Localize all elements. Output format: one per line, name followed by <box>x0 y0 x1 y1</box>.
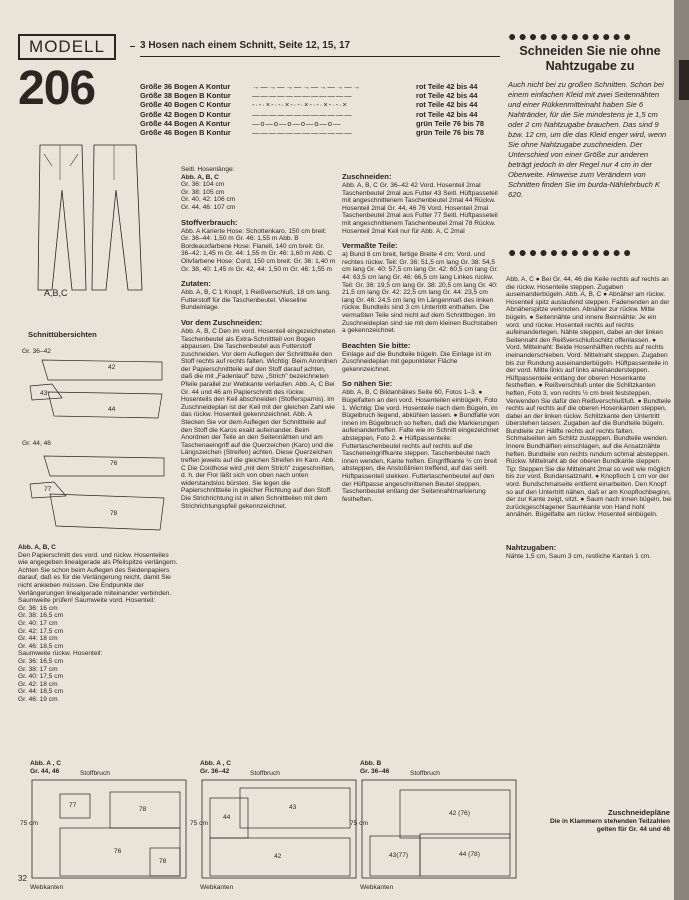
left-heading: Abb. A, B, C <box>18 544 56 551</box>
size-legend <box>140 82 500 137</box>
hem-width-row: Gr. 38: 17 cm <box>18 665 58 673</box>
size-row <box>140 110 500 119</box>
part-42: 42 <box>108 364 116 371</box>
plan-part-number: 42 (76) <box>449 810 470 817</box>
title-rule <box>140 56 500 57</box>
length-row: Gr. 38: 105 cm <box>181 188 225 196</box>
size-row <box>140 91 500 100</box>
size-line: -·-·×-·-·×-·-·×-·-·×-·-·× <box>252 100 348 110</box>
plans-heading: Zuschneidepläne <box>607 808 670 817</box>
column-2 <box>181 166 337 510</box>
zuschneiden-heading: Zuschneiden: <box>342 172 392 181</box>
left-body: Den Papierschnitt des vord. und rückw. Hosenteiles wie angegeben linealgerade als Pfeilspitze verlängern. Achten Sie schon beim Auflegen des Seidenpapiers darauf, daß es für die Verlängerung reicht, damit Sie nicht ankleben müssen. Die Endpunkte der Verlängerungen linealgerade miteinander verbinden. Saumweite prüfen! Saumweite vord. Hosenteil: <box>18 551 178 605</box>
length-list <box>181 181 337 211</box>
overview-size-2: Gr. 44, 46 <box>22 440 51 447</box>
plan-selvage: Webkanten <box>360 884 394 891</box>
hem-width-row: Gr. 42: 18 cm <box>18 680 58 688</box>
plan-abb: Abb. A , C <box>200 760 232 767</box>
size-label: Größe 44 Bogen A Kontur <box>140 118 231 128</box>
naehen-heading: So nähen Sie: <box>342 379 393 389</box>
size-row <box>140 128 500 137</box>
sewing-steps <box>506 276 672 561</box>
plan-part-number: 78 <box>139 806 147 813</box>
length-intro: Seitl. Hosenlänge: <box>181 166 235 173</box>
beachten-heading: Beachten Sie bitte: <box>342 340 411 350</box>
zutaten-heading: Zutaten: <box>181 279 211 289</box>
model-number: 206 <box>18 62 96 115</box>
size-row <box>140 119 500 128</box>
nahtzugaben-text: Nähte 1,5 cm, Saum 3 cm, restliche Kanten 1 cm. <box>506 553 652 560</box>
overview-size-1: Gr. 36–42 <box>22 348 51 355</box>
size-parts: rot Teile 42 bis 44 <box>416 109 478 119</box>
figure-label: A,B,C <box>44 288 68 298</box>
left-column-text <box>18 544 178 703</box>
plan-fold: Stoffbruch <box>80 770 110 777</box>
size-label: Größe 36 Bogen A Kontur <box>140 82 231 91</box>
nahtzugaben-heading: Nahtzugaben: <box>506 543 557 552</box>
overview-heading: Schnittübersichten <box>28 330 97 339</box>
size-parts: grün Teile 76 bis 78 <box>416 128 485 138</box>
plan-width: 75 cm <box>20 820 38 827</box>
part-44: 44 <box>108 406 116 413</box>
hem-width-row: Gr. 40: 17 cm <box>18 619 58 627</box>
size-label: Größe 40 Bogen C Kontur <box>140 100 231 110</box>
plan-part-number: 43 <box>289 804 297 811</box>
page-edge-mark <box>679 60 689 100</box>
plan-selvage: Webkanten <box>200 884 234 891</box>
hem-width-row: Gr. 40: 17,5 cm <box>18 673 64 681</box>
size-line: —o—o—o—o—o—o— <box>252 118 342 128</box>
hem-width-row: Gr. 36: 16 cm <box>18 604 58 612</box>
vermasste-heading: Vermaßte Teile: <box>342 241 398 251</box>
plan-size: Gr. 36–46 <box>360 768 390 775</box>
plan-part-number: 43(77) <box>389 852 409 859</box>
beachten-text: Einlage auf die Bundteile bügeln. Die Einlage ist im Zuschneideplan mit gepunkteter Fläche gekennzeichnet. <box>342 350 492 373</box>
tip-title: Schneiden Sie nie ohne Nahtzugabe zu <box>519 44 661 73</box>
size-parts: rot Teile 42 bis 44 <box>416 82 478 91</box>
size-line: ———————————— <box>252 109 353 119</box>
plans-text: Die in Klammern stehenden Teilzahlen gelten für Gr. 44 und 46 <box>549 818 670 833</box>
plan-part-number: 78 <box>159 858 167 865</box>
hem-width-row: Gr. 36: 16,5 cm <box>18 657 64 665</box>
part-43: 43 <box>40 390 48 397</box>
bullet-row-top: ●●●●●●●●●●●● <box>508 28 634 44</box>
cutting-plan-diagram <box>360 778 520 882</box>
zuschneiden-text: Abb. A, B, C Gr. 36–42 42 Vord. Hosenteil 2mal Taschenbeutel 2mal aus Futter 43 Seitl. Hüftpasseteil mit angeschnittenem Taschenbeutel 2mal 44 Rückw. Hosenteil 2mal Gr. 44, 46 76 Vord. Hosenteil 2mal Taschenbeutel 2mal aus Futter 77 Seitl. Hüftpasseteil mit angeschnittenem Taschenbeutel 2mal 78 Rückw. Hosenteil 2mal Keil nur für Abb. A, C 2mal <box>342 182 498 235</box>
hem-width-row: Gr. 42: 17,5 cm <box>18 627 64 635</box>
length-row: Gr. 36: 104 cm <box>181 181 225 189</box>
size-row <box>140 82 500 91</box>
left-mid: Saumweite rückw. Hosenteil: <box>18 650 103 658</box>
size-line: ———————————— <box>252 91 353 101</box>
bullet-row-bottom: ●●●●●●●●●●●● <box>508 244 634 260</box>
hem-width-front-list <box>18 605 178 651</box>
hem-width-row: Gr. 46: 19 cm <box>18 695 58 703</box>
length-row: Gr. 40, 42: 106 cm <box>181 196 236 204</box>
plan-width: 75 cm <box>190 820 208 827</box>
vor-heading: Vor dem Zuschneiden: <box>181 317 263 327</box>
vor-text: Abb. A, B, C Den im vord. Hosenteil eingezeichneten Taschenbeutel als Extra-Schnittteil von Bogen abpausen. Die Taschenbeutel aus Futterstoff zuschneiden. Vor dem Auflegen der Schnittteile den Stoff rechts auf rechts falten. Wichtig: Beim Anordnen der Papierschnittteile auf den Stoff darauf achten, daß die mit „Fadenlauf" bzw. „Strich" bezeichneten Pfeile parallel zur Webkante verlaufen. Abb. A, C Bei Gr. 44 und 46 am Papierschnitt des rückw. Hosenteils den Keil abschneiden (Stoffersparnis). Im Zuschneideplan ist der Keil mit der gleichen Zahl wie das rückw. Hosenteil gekennzeichnet. Abb. A Stecken Sie vor dem Auflegen der Schnittteile auf den Stoff die Karos exakt aufeinander. Beim Anordnen der Teile an den Seitennähten und am Taschenaeingriff auf die Querzeichen (Karo) und die Längszeichen (Streifen) achten. Diese Querzeichen treffen jeweils auf die gleichen Streifen im Karo. Abb. C Die Cordhose wird „mit dem Strich" zugeschnitten, d. h. der Flor läßt sich von oben nach unten widerstandslos bürsten. Sie legen die Papierschnittteile in gleicher Richtung auf den Stoff. Die Strichrichtung ist in allen Schnittteilen mit dem Strichrichtungspfeil gekennzeichnet. <box>181 327 338 510</box>
plan-part-number: 77 <box>69 802 77 809</box>
column-3 <box>342 172 500 503</box>
plan-fold: Stoffbruch <box>410 770 440 777</box>
sewing-steps-text: Abb. A, C ● Bei Gr. 44, 46 die Keile rechts auf rechts an die rückw. Hosenteile steppen. Zugaben auseinanderbügeln. Abb. A, B, C ● Abnäher am rückw. Hosenteil spitz auslaufend steppen. Fadenenden an der Abnäherspitze verknoten. Abnäher zur rückw. Mitte bügeln. ● Seitennähte und innere Beinnähte: Je ein vord. und rückw. Hosenteil rechts auf rechts aufeinanderlegen. Nähte steppen, dabei an der linken Seitennaht den Reißverschlußschlitz offenlassen. ● Vord. Mittelnaht: Beide Hosenhälften rechts auf rechts ineinanderschieben. Vord. Mittelnaht steppen. Zugaben bis zur Rundung auseinanderbügeln. Hüftpassenteile in der vord. Mitte links auf links aneinandersteppen. Hüftpassenteile entlang der oberen Hosenkante festheften. ● Reißverschluß unter die Schlitzkanten heften, Foto 3, von rechts ½ cm breit feststeppen. Verwenden Sie dafür den Reißverschlußfuß. ● Bundteile rechts auf rechts auf die oberen Hosenkanten steppen, dabei an der linken rückw. Schlitzkante den Untertritt überstehen lassen. Zugaben auf die Bundteile bügeln. Bundteile zur Hälfte rechts auf rechts falten. Schmalseiten am Schlitz zusteppen. Bundteile wenden. Innere Bundhälften einschlagen, auf die Ansatznähte heften. Bundteile von rechts rundum schmal absteppen. Rückw. Mittelnaht ab der oberen Bundkante steppen. Tip: Steppen Sie die Mittelnaht 2mal so weit wie möglich bis zur vord. Bundansatznaht. ● Knopfloch 1 cm vor der vord. Bundschmalseite entfernt einarbeiten. Den Knopf so auf den Untertritt nähen, daß er am Knopflochbeginn, der zur Kante zeigt, sitzt. ● Saum nach innen bügeln, bei zurückgeschlagener Saumkante von Hand hohl annähen. Bügelfalte am rückw. Hosenteil einbügeln. <box>506 276 672 519</box>
part-78: 78 <box>110 510 118 517</box>
size-label: Größe 46 Bogen B Kontur <box>140 128 231 138</box>
size-line: ———————————— <box>252 128 353 138</box>
part-77: 77 <box>44 486 52 493</box>
hem-width-row: Gr. 44: 18,5 cm <box>18 688 64 696</box>
plan-part-number: 42 <box>274 853 282 860</box>
plan-size: Gr. 44, 46 <box>30 768 60 775</box>
trouser-illustration <box>30 140 150 300</box>
plan-fold: Stoffbruch <box>250 770 280 777</box>
plan-part-number: 76 <box>114 848 122 855</box>
length-row: Gr. 44, 46: 107 cm <box>181 203 236 211</box>
size-parts: rot Teile 42 bis 44 <box>416 100 478 110</box>
plan-size: Gr. 36–42 <box>200 768 230 775</box>
stoff-heading: Stoffverbrauch: <box>181 217 238 227</box>
plan-selvage: Webkanten <box>30 884 64 891</box>
vermasste-text: a) Bund 8 cm breit, fertige Breite 4 cm: Vord. und rechtes rückw. Teil: Gr. 36: 51,5 cm lang Gr. 38: 54,5 cm lang Gr. 40: 57,5 cm lang Gr. 42: 60,5 cm lang Gr. 44: 63,5 cm lang Gr. 46: 66,5 cm lang Linkes rückw. Teil: Gr. 36: 19,5 cm lang Gr. 38: 20,5 cm lang Gr. 40: 21,5 cm lang Gr. 42: 22,5 cm lang Gr. 44: 23,5 cm lang Gr. 46: 24,5 cm lang Im Längenmaß des linken rückw. Bundteils sind 3 cm Untertritt enthalten. Die vermaßten Teile sind nicht auf dem Schnittbogen. Im Zuschneideplan sind sie mit dem kleinen Buchstaben a gekennzeichnet. <box>342 251 499 335</box>
size-label: Größe 38 Bogen B Kontur <box>140 91 231 101</box>
cutting-plan-diagram <box>200 778 360 882</box>
hem-width-row: Gr. 38: 16,5 cm <box>18 612 64 620</box>
hem-width-row: Gr. 46: 18,5 cm <box>18 642 64 650</box>
plan-part-number: 44 (78) <box>459 851 480 858</box>
stoff-text: Abb. A Karierte Hose: Schottenkaro, 150 cm breit: Gr. 36–44: 1,50 m Gr. 46: 1,55 m Abb. B Bordeauxfarbene Hose: Flanell, 140 cm breit: Gr. 36–42: 1,45 m Gr. 44: 1,55 m Gr. 46: 1,60 m Abb. C Olivfarbene Hose: Cord, 150 cm breit: Gr. 36: 1,40 m Gr. 38, 40: 1,45 m Gr. 42, 44: 1,50 m Gr. 46: 1,55 m <box>181 227 336 273</box>
plan-part-number: 44 <box>223 814 231 821</box>
model-label: MODELL <box>18 34 116 60</box>
hem-width-row: Gr. 44: 18 cm <box>18 635 58 643</box>
tip-text: Auch nicht bei zu großen Schnitten. Schon bei einem einfachen Kleid mit zwei Seitennähten und einer Rükkenmitteinaht haben Sie 6 Nahtränder, für die Sie mindestens je 1,5 cm oder 2 cm Nahtzugabe brauchen. Das sind 9 bzw. 12 cm, um die das Kleid enger wird, wenn Sie ohne Nahtzugabe zuschneiden. Der Unterschied von einer Größe zur anderen beträgt jedoch in der Regel nur 4 cm in der Oberweite. Hinweise zum Verändern von Schnitten finden Sie im burda-Nählehrbuch K 620. <box>508 80 667 199</box>
page-title: 3 Hosen nach einem Schnitt, Seite 12, 15, 17 <box>140 40 351 51</box>
size-line: →—→—→—→—→—→—→ <box>252 82 362 91</box>
size-row <box>140 100 500 109</box>
naehen-text: Abb. A, B, C Bildanhäkes Seite 60, Fotos 1–3. ● Bügelfalten an den vord. Hosenteilen einbügeln, Foto 1. Wichtig: Die vord. Hosenteile nach dem Bügeln, im Bügelbruch liegend, abkühlen lassen. ● Bundfalte von innen im Bügelbruch so heften, daß die Markierungen aufeinandertreffen. Falte wie im Schnitt eingezeichnet absteppen, Foto 2. ● Hüftpassenteile: Futtertaschenbeutel rechts auf rechts auf die Tascheneingriffkante steppen. Taschenbeutel nach innen wenden, Kante heften. Eingriffkante ½ cm breit absteppen, die Anstoßlinien treffend, auf das seitl. Hüftpassenteil stekken. Futtertaschenbeutel auf den der Hüftpasse angeschnittenen Beutel steppen. Taschenbeutel entlang der Seitennahtmarkierung festheften. <box>342 389 500 503</box>
plans-note <box>540 808 670 833</box>
page-edge <box>674 0 689 900</box>
plan-abb: Abb. A , C <box>30 760 62 767</box>
size-label: Größe 42 Bogen D Kontur <box>140 109 231 119</box>
plan-width: 75 cm <box>350 820 368 827</box>
zutaten-text: Abb. A, B, C 1 Knopf, 1 Reißverschluß, 18 cm lang. Futterstoff für die Taschenbeutel. Vlieseline Bundeinlage. <box>181 289 331 312</box>
pattern-overview-large <box>22 450 172 540</box>
cutting-plan-diagram <box>30 778 190 882</box>
hem-width-back-list <box>18 658 178 704</box>
size-parts: grün Teile 76 bis 78 <box>416 118 485 128</box>
length-abb: Abb. A, B, C <box>181 173 219 181</box>
size-parts: rot Teile 42 bis 44 <box>416 91 478 101</box>
page-number: 32 <box>18 874 27 883</box>
plan-abb: Abb. B <box>360 760 382 767</box>
part-76: 76 <box>110 460 118 467</box>
